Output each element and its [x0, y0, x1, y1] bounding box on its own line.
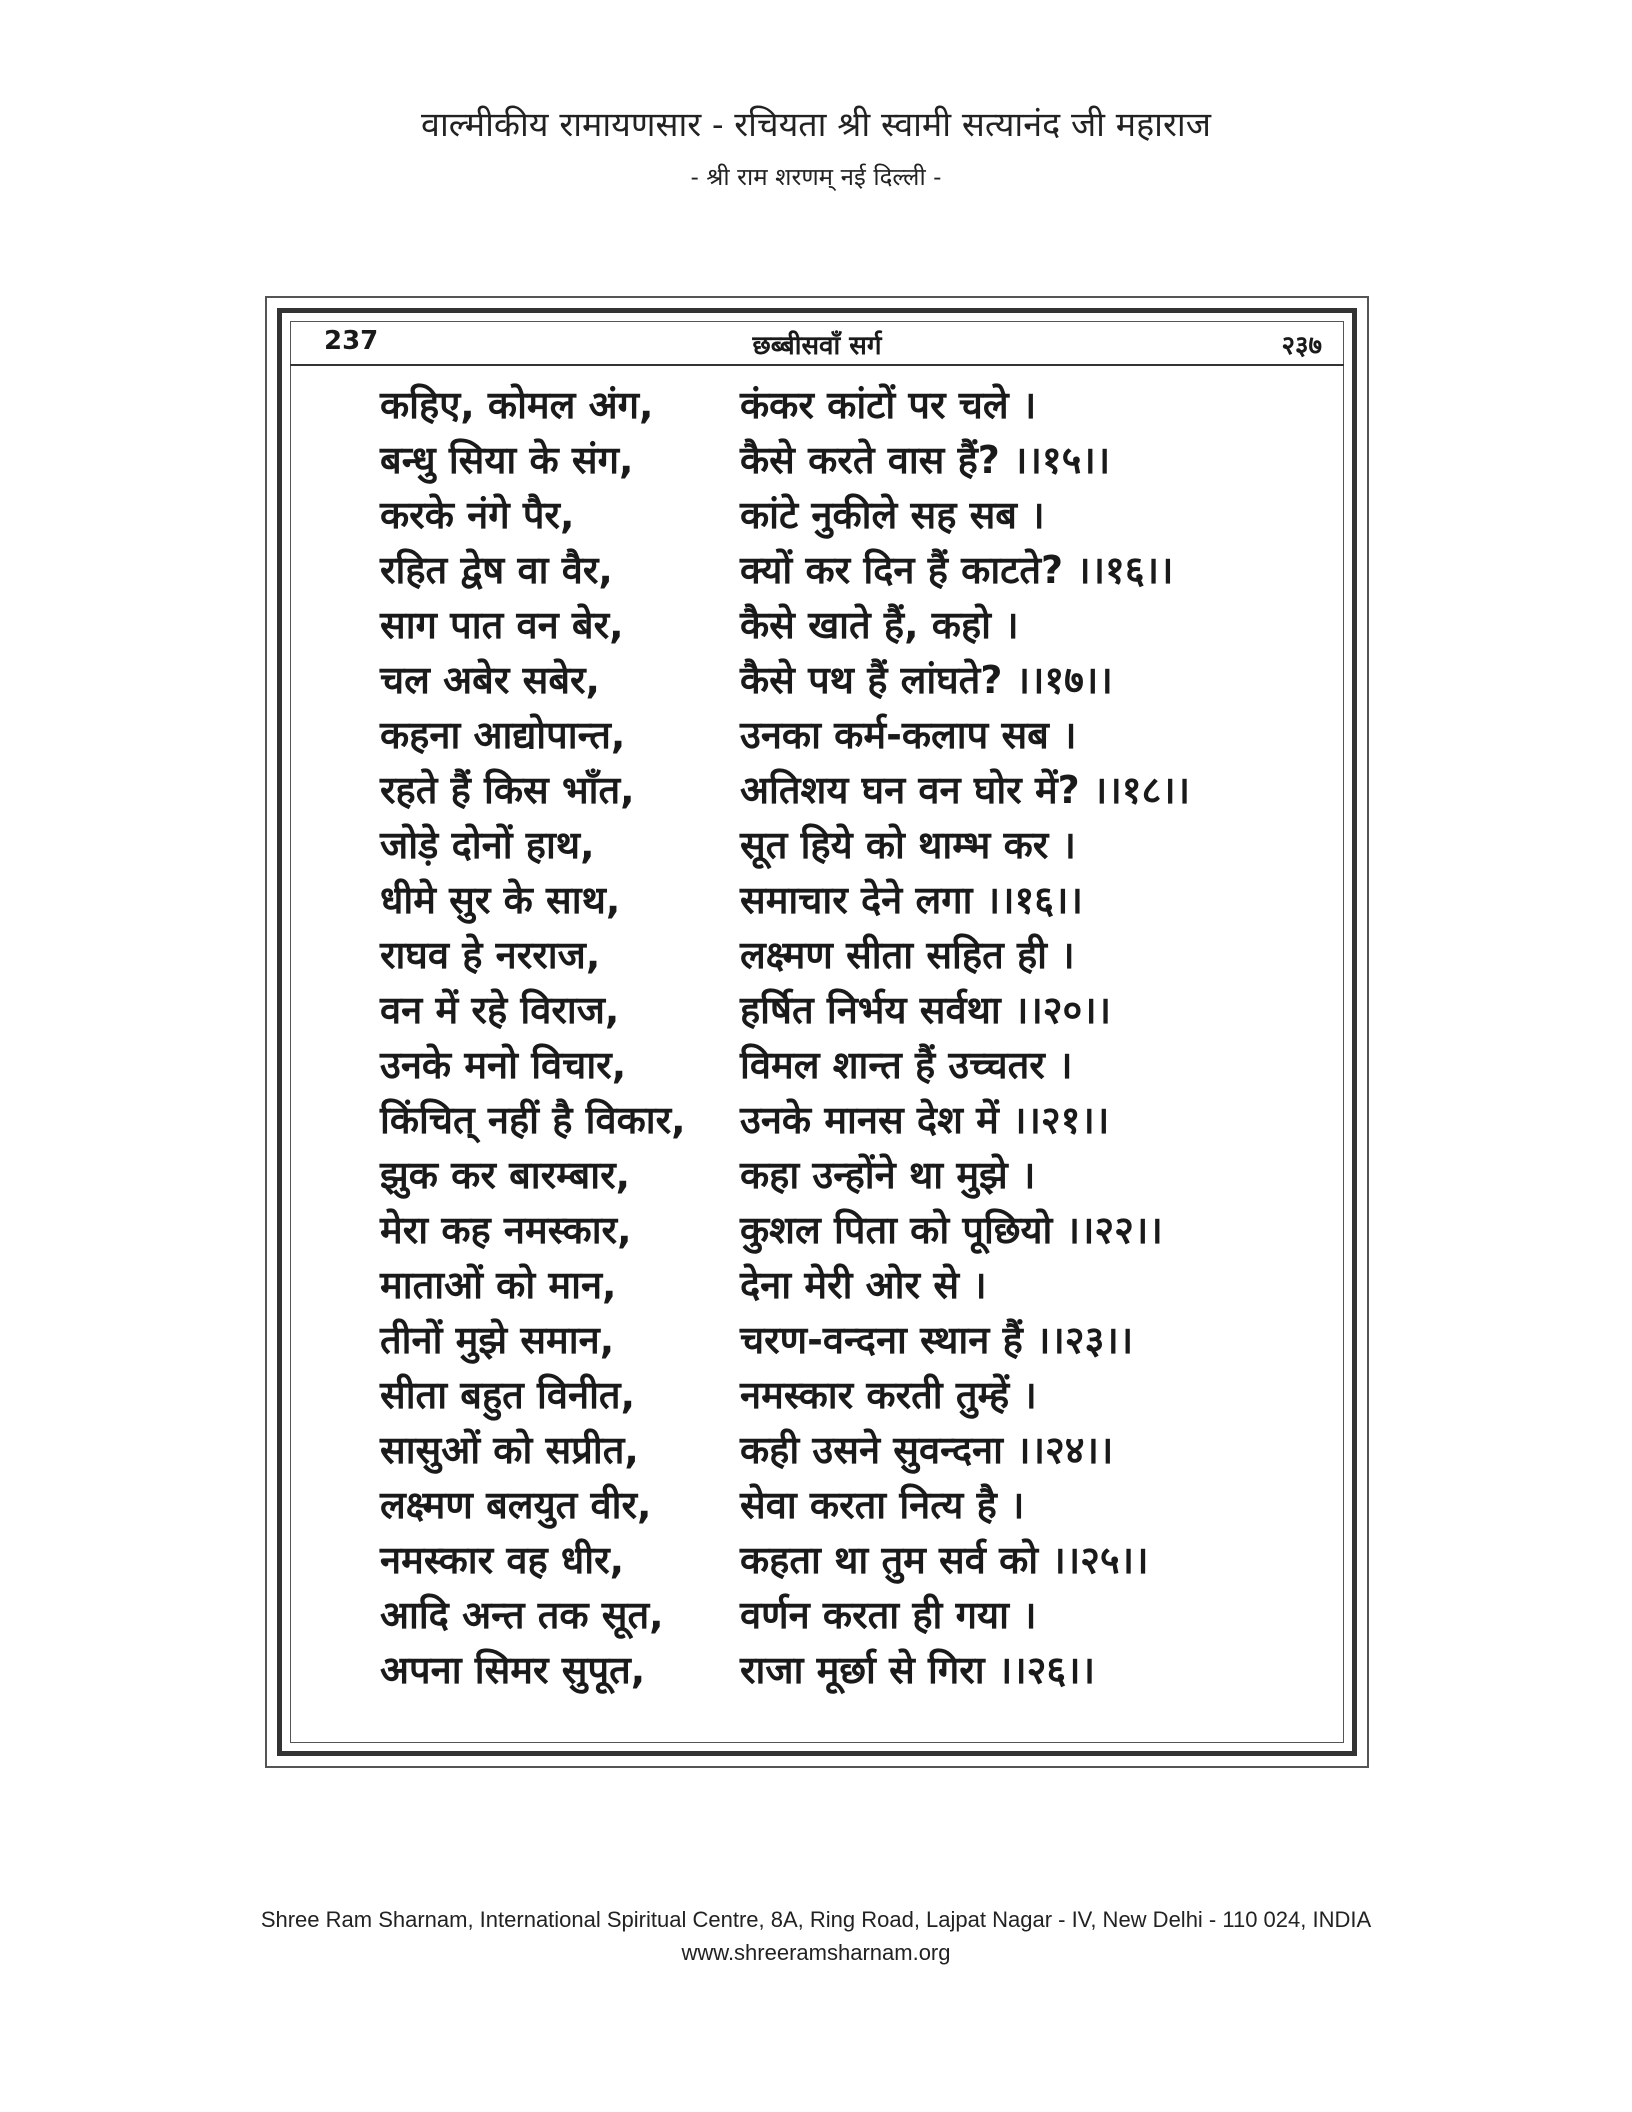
verse-first-half: सासुओं को सप्रीत,	[380, 1428, 639, 1472]
verse-first-half: रहते हैं किस भाँत,	[380, 768, 635, 812]
verse-line	[380, 1588, 1240, 1643]
verse-line	[380, 1478, 1240, 1533]
verse-line	[380, 1093, 1240, 1148]
chapter-title: छब्बीसवाँ सर्ग	[752, 331, 882, 361]
verse-second-half: विमल शान्त हैं उच्चतर ।	[740, 1043, 1073, 1087]
verse-first-half: सीता बहुत विनीत,	[380, 1373, 636, 1417]
verse-first-half: धीमे सुर के साथ,	[380, 878, 621, 922]
verse-second-half: वर्णन करता ही गया ।	[740, 1593, 1037, 1637]
verse-first-half: आदि अन्त तक सूत,	[380, 1593, 664, 1637]
verse-second-half: उनका कर्म-कलाप सब ।	[740, 713, 1077, 757]
verse-first-half: माताओं को मान,	[380, 1263, 617, 1307]
verse-second-half: कंकर कांटों पर चले ।	[740, 383, 1037, 427]
verse-line	[380, 763, 1240, 818]
verse-first-half: करके नंगे पैर,	[380, 493, 575, 537]
verse-second-half: कैसे पथ हैं लांघते? ।।१७।।	[740, 658, 1113, 702]
verse-first-half: तीनों मुझे समान,	[380, 1318, 615, 1362]
verse-line	[380, 928, 1240, 983]
verse-second-half: देना मेरी ओर से ।	[740, 1263, 987, 1307]
verse-line	[380, 818, 1240, 873]
verse-second-half: कहता था तुम सर्व को ।।२५।।	[740, 1538, 1149, 1582]
verse-first-half: उनके मनो विचार,	[380, 1043, 627, 1087]
verse-second-half: राजा मूर्छा से गिरा ।।२६।।	[740, 1648, 1095, 1692]
page-number-devanagari: २३७	[1281, 331, 1322, 361]
verse-second-half: उनके मानस देश में ।।२१।।	[740, 1098, 1110, 1142]
verse-second-half: कांटे नुकीले सह सब ।	[740, 493, 1045, 537]
verse-second-half: हर्षित निर्भय सर्वथा ।।२०।।	[740, 988, 1112, 1032]
verse-first-half: झुक कर बारम्बार,	[380, 1153, 631, 1197]
verse-line	[380, 1423, 1240, 1478]
verse-second-half: चरण-वन्दना स्थान हैं ।।२३।।	[740, 1318, 1134, 1362]
verse-second-half: कैसे करते वास हैं? ।।१५।।	[740, 438, 1111, 482]
verse-line	[380, 1148, 1240, 1203]
verse-line	[380, 488, 1240, 543]
verse-second-half: समाचार देने लगा ।।१६।।	[740, 878, 1083, 922]
verse-first-half: मेरा कह नमस्कार,	[380, 1208, 632, 1252]
verse-line	[380, 1643, 1240, 1698]
verse-line	[380, 543, 1240, 598]
verse-first-half: चल अबेर सबेर,	[380, 658, 600, 702]
verse-first-half: रहित द्वेष वा वैर,	[380, 548, 613, 592]
verse-line	[380, 1313, 1240, 1368]
footer-address: Shree Ram Sharnam, International Spiritual Centre, 8A, Ring Road, Lajpat Nagar - IV, New Delhi - 110 024, INDIA	[260, 1907, 1372, 1932]
verse-second-half: लक्ष्मण सीता सहित ही ।	[740, 933, 1075, 977]
verse-line	[380, 433, 1240, 488]
verse-line	[380, 1533, 1240, 1588]
verse-first-half: कहिए, कोमल अंग,	[380, 383, 654, 427]
verse-line	[380, 653, 1240, 708]
verse-line	[380, 598, 1240, 653]
page-heading-bar	[290, 322, 1344, 366]
document-header-title: वाल्मीकीय रामायणसार - रचियता श्री स्वामी सत्यानंद जी महाराज	[421, 105, 1211, 145]
verse-second-half: सेवा करता नित्य है ।	[740, 1483, 1025, 1527]
verse-second-half: नमस्कार करती तुम्हें ।	[740, 1373, 1037, 1417]
verse-second-half: कैसे खाते हैं, कहो ।	[740, 603, 1019, 647]
verse-line	[380, 1258, 1240, 1313]
page-number-latin: 237	[324, 326, 379, 356]
verse-line	[380, 1368, 1240, 1423]
verse-first-half: साग पात वन बेर,	[380, 603, 624, 647]
verse-first-half: किंचित् नहीं है विकार,	[380, 1098, 686, 1142]
verse-first-half: वन में रहे विराज,	[380, 988, 620, 1032]
verse-line	[380, 873, 1240, 928]
verse-list	[380, 378, 1240, 1698]
verse-second-half: सूत हिये को थाम्भ कर ।	[740, 823, 1076, 867]
verse-line	[380, 708, 1240, 763]
verse-first-half: कहना आद्योपान्त,	[380, 713, 626, 757]
verse-line	[380, 983, 1240, 1038]
verse-second-half: कहा उन्होंने था मुझे ।	[740, 1153, 1036, 1197]
verse-line	[380, 378, 1240, 433]
verse-first-half: लक्ष्मण बलयुत वीर,	[380, 1483, 652, 1527]
footer-website: www.shreeramsharnam.org	[681, 1940, 951, 1965]
verse-first-half: अपना सिमर सुपूत,	[380, 1648, 646, 1692]
verse-line	[380, 1038, 1240, 1093]
verse-first-half: राघव हे नरराज,	[380, 933, 601, 977]
verse-second-half: अतिशय घन वन घोर में? ।।१८।।	[740, 768, 1191, 812]
verse-first-half: बन्धु सिया के संग,	[380, 438, 634, 482]
verse-second-half: क्यों कर दिन हैं काटते? ।।१६।।	[740, 548, 1174, 592]
verse-second-half: कही उसने सुवन्दना ।।२४।।	[740, 1428, 1114, 1472]
verse-first-half: नमस्कार वह धीर,	[380, 1538, 625, 1582]
verse-first-half: जोड़े दोनों हाथ,	[380, 823, 595, 867]
verse-line	[380, 1203, 1240, 1258]
verse-second-half: कुशल पिता को पूछियो ।।२२।।	[740, 1208, 1163, 1252]
document-header-subtitle: - श्री राम शरणम् नई दिल्ली -	[690, 163, 942, 191]
